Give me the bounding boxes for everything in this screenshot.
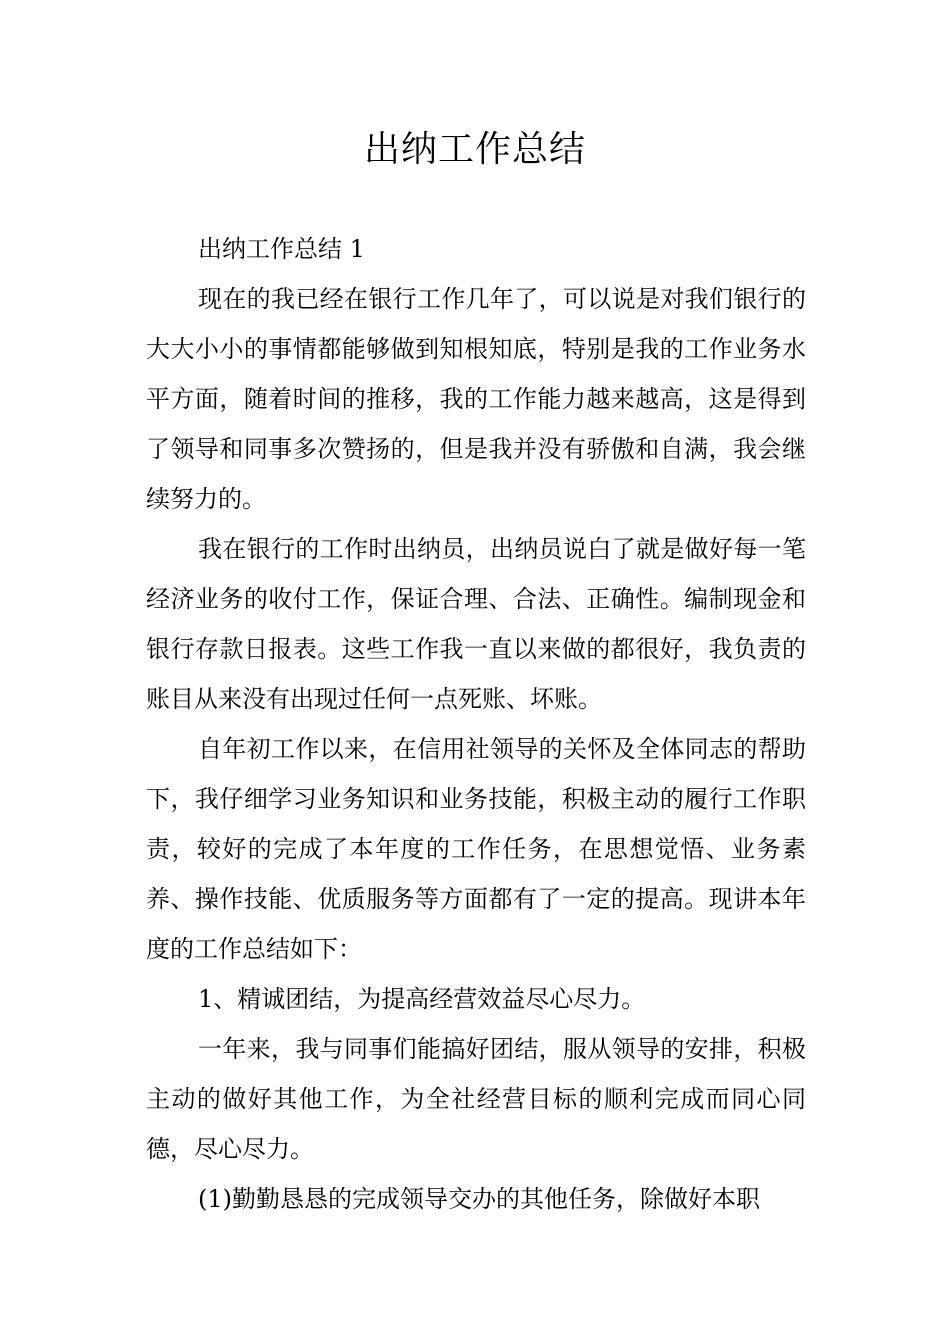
paragraph: (1)勤勤恳恳的完成领导交办的其他任务，除做好本职 [198,1185,760,1213]
paragraph: 一年来，我与同事们能搞好团结，服从领导的安排，积极主动的做好其他工作，为全社经营目标的顺利完成而同心同德，尽心尽力。 [146,1035,806,1163]
numbered-heading: 1、精诚团结，为提高经营效益尽心尽力。 [198,985,646,1013]
section-heading: 出纳工作总结 1 [198,235,365,263]
document-body [146,224,806,1224]
paragraph: 现在的我已经在银行工作几年了，可以说是对我们银行的大大小小的事情都能够做到知根知底，特别是我的工作业务水平方面，随着时间的推移，我的工作能力越来越高，这是得到了领导和同事多次赞扬的，但是我并没有骄傲和自满，我会继续努力的。 [146,285,806,513]
document-title: 出纳工作总结 [363,129,586,170]
paragraph: 自年初工作以来，在信用社领导的关怀及全体同志的帮助下，我仔细学习业务知识和业务技能，积极主动的履行工作职责，较好的完成了本年度的工作任务，在思想觉悟、业务素养、操作技能、优质服务等方面都有了一定的提高。现讲本年度的工作总结如下： [146,735,806,963]
paragraph: 我在银行的工作时出纳员，出纳员说白了就是做好每一笔经济业务的收付工作，保证合理、合法、正确性。编制现金和银行存款日报表。这些工作我一直以来做的都很好，我负责的账目从来没有出现过任何一点死账、坏账。 [146,535,806,713]
